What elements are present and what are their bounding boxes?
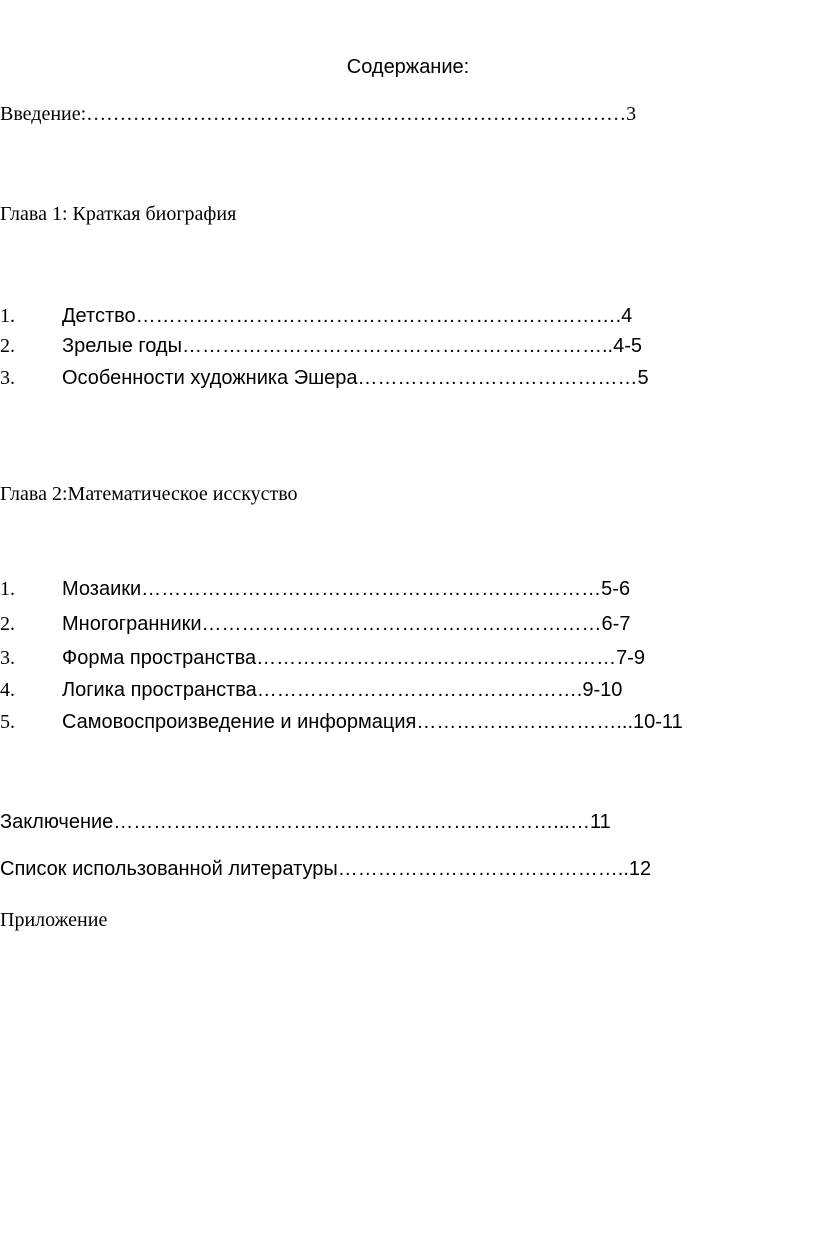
- chapter-2-item: [0, 710, 683, 734]
- chapter-2-item: [0, 646, 645, 670]
- item-text: Особенности художника Эшера……………………………………5: [62, 367, 649, 389]
- item-text: Форма пространства………………………………………………7-9: [62, 647, 645, 669]
- toc-conclusion: Заключение…………………………………………………………...…11: [0, 811, 611, 833]
- chapter-1-item: [0, 334, 642, 358]
- item-number: 2.: [0, 613, 15, 635]
- item-number: 4.: [0, 679, 15, 701]
- chapter-1-item: [0, 304, 632, 328]
- toc-references: Список использованной литературы……………………………………..12: [0, 858, 652, 880]
- item-text: Детство……………………………………………………………….4: [62, 305, 633, 327]
- item-text: Мозаики……………………………………………………………5-6: [62, 578, 631, 600]
- item-number: 1.: [0, 305, 15, 327]
- chapter-2-heading: Глава 2:Математическое исскуство: [0, 483, 298, 505]
- chapter-1-heading: Глава 1: Краткая биография: [0, 203, 237, 225]
- item-number: 1.: [0, 578, 15, 600]
- item-number: 5.: [0, 711, 15, 733]
- item-number: 3.: [0, 647, 15, 669]
- item-number: 2.: [0, 335, 15, 357]
- item-text: Многогранники……………………………………………………6-7: [62, 613, 631, 635]
- item-text: Самовоспроизведение и информация…………………………...10-11: [62, 711, 683, 733]
- toc-intro: Введение:………………………………………………………………………3: [0, 103, 637, 125]
- chapter-2-item: [0, 612, 630, 636]
- chapter-2-item: [0, 577, 630, 601]
- toc-appendix: Приложение: [0, 909, 108, 931]
- item-text: Зрелые годы………………………………………………………..4-5: [62, 335, 642, 357]
- item-number: 3.: [0, 367, 15, 389]
- item-text: Логика пространства………………………………………….9-10: [62, 679, 623, 701]
- page-title: Содержание:: [346, 56, 470, 78]
- chapter-1-item: [0, 366, 649, 390]
- chapter-2-item: [0, 678, 622, 702]
